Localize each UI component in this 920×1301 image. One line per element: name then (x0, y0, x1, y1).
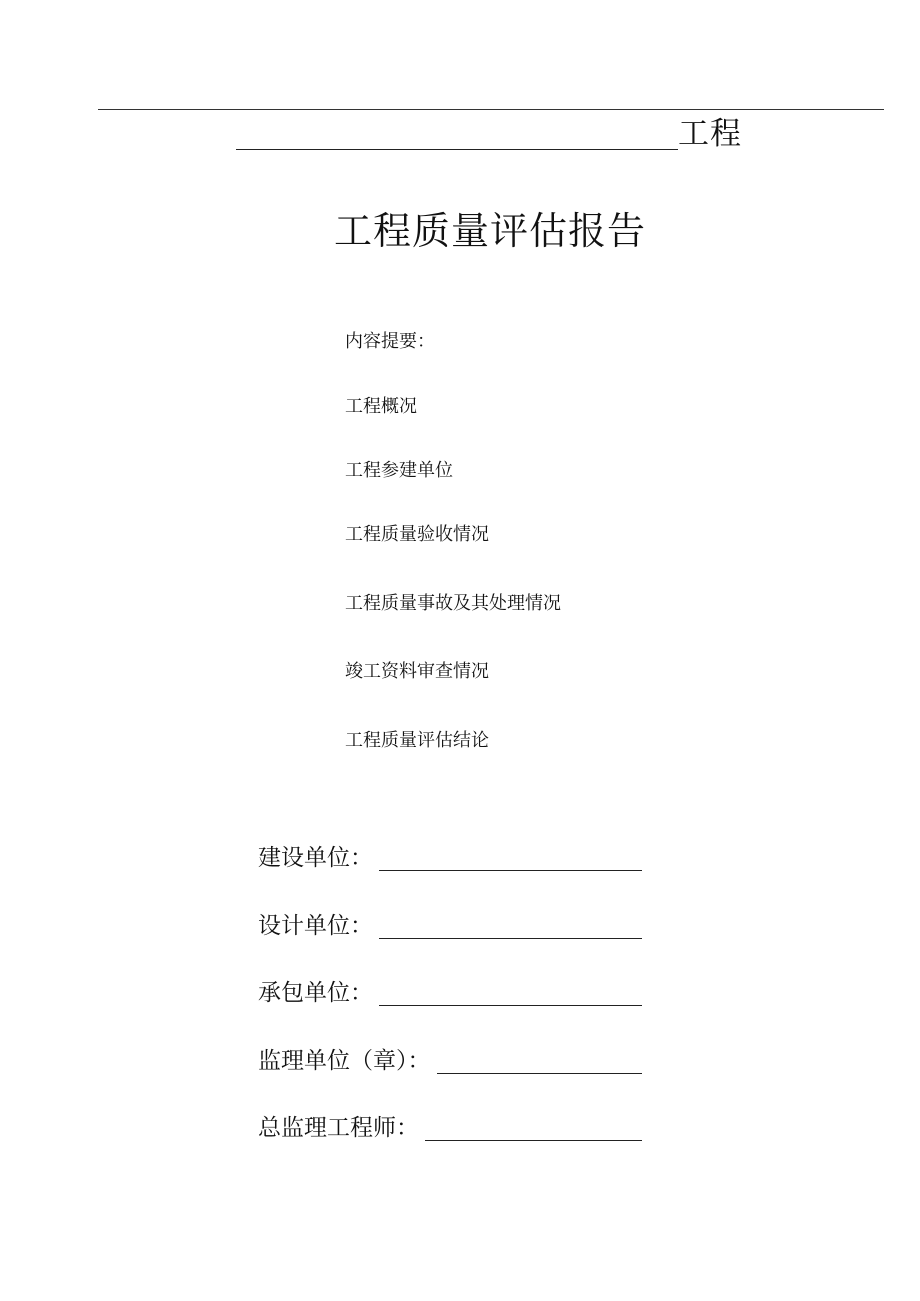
design-unit-label: 设计单位： (258, 913, 373, 939)
report-title: 工程质量评估报告 (333, 209, 646, 253)
project-name-blank (236, 149, 678, 150)
chief-supervisor-blank (425, 1140, 642, 1141)
summary-item: 工程参建单位 (345, 460, 453, 481)
chief-supervisor-label: 总监理工程师： (258, 1115, 419, 1141)
construction-unit-row (258, 842, 642, 874)
construction-unit-blank (379, 870, 642, 871)
summary-item: 工程概况 (345, 396, 417, 417)
contractor-unit-row (258, 977, 642, 1009)
supervision-unit-blank (437, 1073, 643, 1074)
supervision-unit-row (258, 1045, 642, 1077)
design-unit-row (258, 910, 642, 942)
summary-item: 工程质量事故及其处理情况 (345, 593, 561, 614)
contractor-unit-blank (379, 1005, 642, 1006)
design-unit-blank (379, 938, 642, 939)
construction-unit-label: 建设单位： (258, 845, 373, 871)
supervision-unit-label: 监理单位（章）： (258, 1048, 431, 1074)
project-name-line (236, 114, 742, 154)
summary-item: 工程质量验收情况 (345, 524, 489, 545)
summary-heading: 内容提要： (345, 331, 435, 352)
project-suffix: 工程 (678, 116, 742, 152)
top-divider (98, 109, 884, 110)
contractor-unit-label: 承包单位： (258, 980, 373, 1006)
summary-item: 工程质量评估结论 (345, 730, 489, 751)
summary-item: 竣工资料审查情况 (345, 661, 489, 682)
chief-supervisor-row (258, 1112, 642, 1144)
